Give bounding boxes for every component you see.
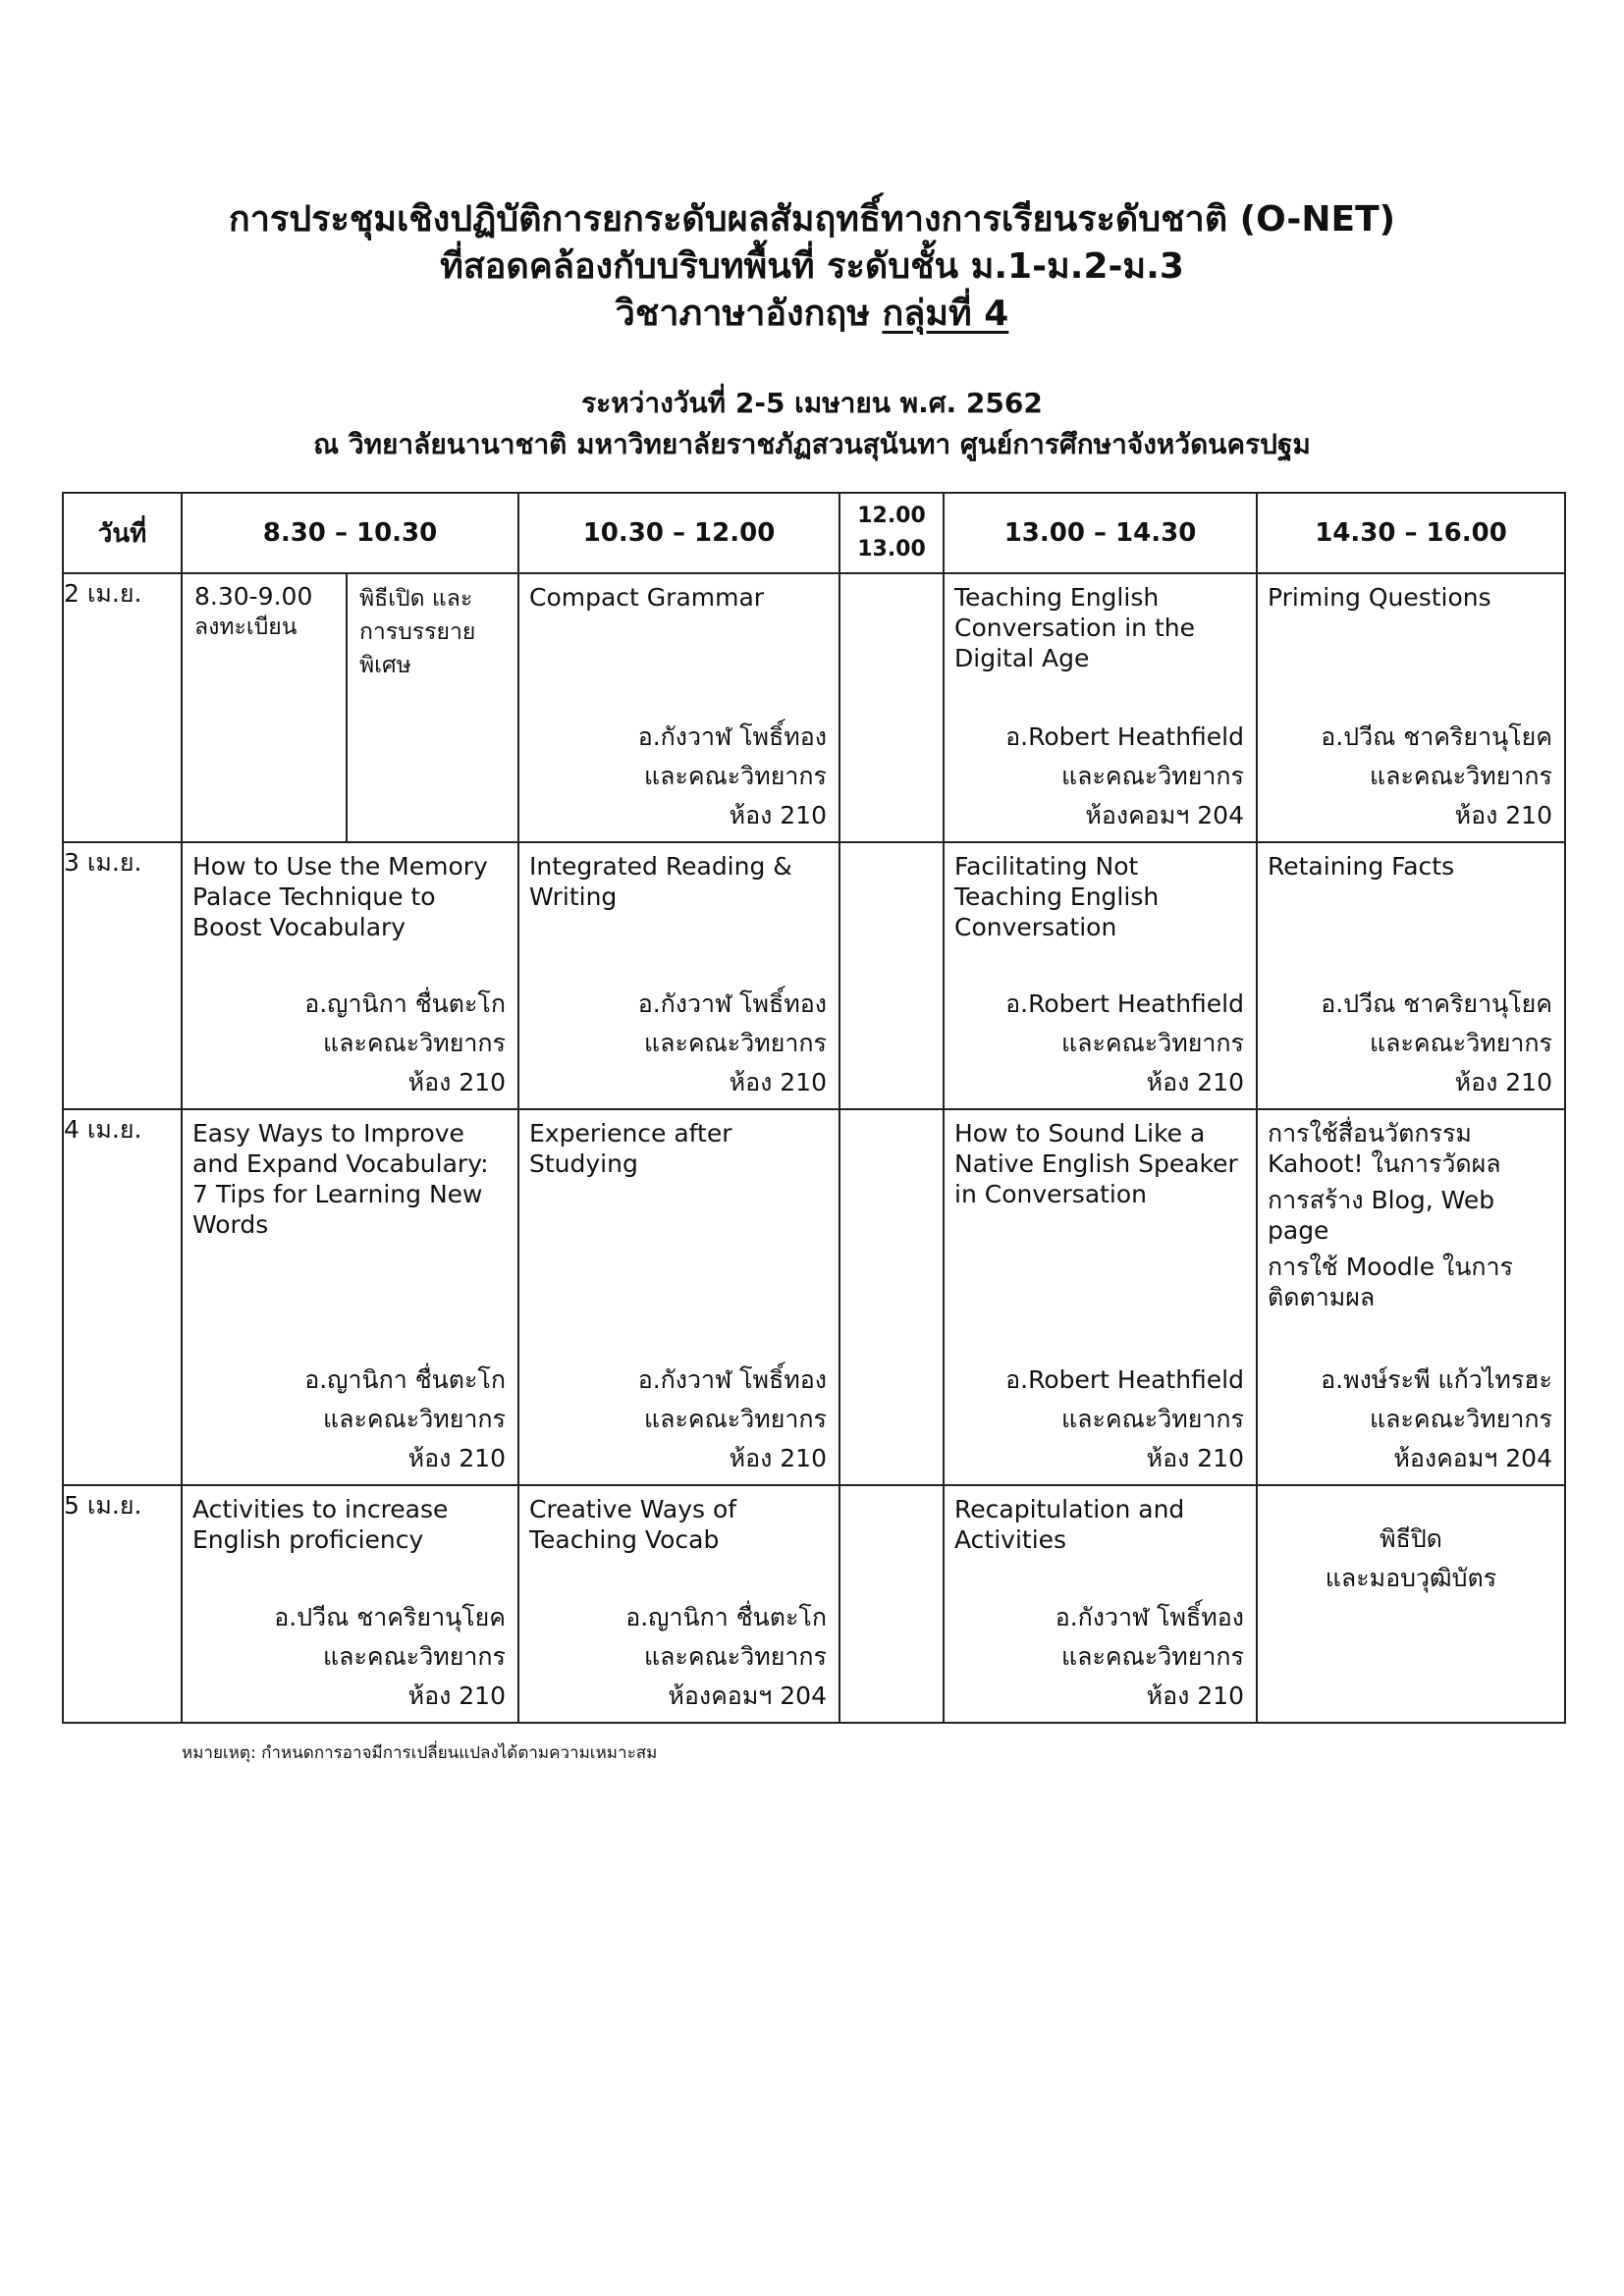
session-title: Facilitating Not Teaching English Conversation <box>954 852 1160 941</box>
header-day: วันที่ <box>63 493 182 573</box>
session-title: Recapitulation and Activities <box>954 1495 1185 1554</box>
speaker-team: และคณะวิทยากร <box>1061 1029 1244 1057</box>
speaker-team: และคณะวิทยากร <box>644 1405 827 1433</box>
lunch-cell <box>839 1109 944 1485</box>
table-row <box>63 842 1565 1109</box>
speaker-name: อ.ญานิกา ชื่นตะโก <box>304 1365 506 1394</box>
speaker-name: อ.ปวีณ ชาคริยานุโยค <box>1321 989 1552 1018</box>
session-cell <box>518 573 839 842</box>
lunch-cell <box>839 573 944 842</box>
session-title: Retaining Facts <box>1268 852 1455 881</box>
title-line-3 <box>0 291 1624 338</box>
table-row <box>63 573 1565 842</box>
speaker-team: และคณะวิทยากร <box>644 1029 827 1057</box>
lunch-cell <box>839 842 944 1109</box>
schedule-table <box>62 492 1566 1724</box>
speaker-team: และคณะวิทยากร <box>644 762 827 790</box>
registration-block <box>183 574 348 841</box>
title-line-1: การประชุมเชิงปฏิบัติการยกระดับผลสัมฤทธิ์ทางการเรียนระดับชาติ (O-NET) <box>228 199 1396 240</box>
session-title: How to Sound Like a Native English Speaker in Conversation <box>954 1119 1238 1208</box>
session-cell <box>944 1485 1257 1723</box>
speaker-team: และคณะวิทยากร <box>323 1405 506 1433</box>
session-cell <box>1257 1109 1565 1485</box>
row-day: 4 เม.ย. <box>63 1109 182 1485</box>
room: ห้อง 210 <box>1146 1444 1244 1472</box>
speaker-name: อ.Robert Heathfield <box>1005 722 1244 751</box>
room: ห้อง 210 <box>407 1068 506 1096</box>
subject-label: วิชาภาษาอังกฤษ <box>615 294 883 334</box>
speaker-name: อ.กังวาฬ โพธิ์ทอง <box>637 989 827 1018</box>
lunch-start: 12.00 <box>857 504 926 528</box>
event-venue: ณ วิทยาลัยนานาชาติ มหาวิทยาลัยราชภัฏสวนสุนันทา ศูนย์การศึกษาจังหวัดนครปฐม <box>313 428 1311 460</box>
session-title: Experience after Studying <box>529 1119 732 1178</box>
speaker-name: อ.กังวาฬ โพธิ์ทอง <box>637 722 827 751</box>
speaker-name: อ.กังวาฬ โพธิ์ทอง <box>637 1365 827 1394</box>
room: ห้อง 210 <box>1454 1068 1552 1096</box>
session-cell <box>182 1109 518 1485</box>
room: ห้องคอมฯ 204 <box>1085 801 1244 829</box>
event-details <box>0 383 1624 465</box>
speaker-name: อ.ปวีณ ชาคริยานุโยค <box>1321 722 1552 751</box>
closing-cell <box>1257 1485 1565 1723</box>
speaker-team: และคณะวิทยากร <box>1061 762 1244 790</box>
session-cell <box>518 1109 839 1485</box>
session-cell <box>182 842 518 1109</box>
header-slot1: 8.30 – 10.30 <box>182 493 518 573</box>
session-cell <box>944 573 1257 842</box>
session-cell <box>1257 573 1565 842</box>
speaker-team: และคณะวิทยากร <box>1370 1029 1552 1057</box>
session-item: การใช้สื่อนวัตกรรม Kahoot! ในการวัดผล <box>1268 1119 1501 1178</box>
session-cell <box>182 573 518 842</box>
header-slot3: 13.00 – 14.30 <box>944 493 1257 573</box>
speaker-name: อ.ญานิกา ชื่นตะโก <box>304 989 506 1018</box>
room: ห้อง 210 <box>729 801 827 829</box>
registration-label: ลงทะเบียน <box>194 614 298 640</box>
session-cell <box>944 1109 1257 1485</box>
speaker-name: อ.ปวีณ ชาคริยานุโยค <box>274 1603 506 1631</box>
speaker-name: อ.กังวาฬ โพธิ์ทอง <box>1055 1603 1244 1631</box>
header-slot2: 10.30 – 12.00 <box>518 493 839 573</box>
session-item: การสร้าง Blog, Web page <box>1268 1186 1495 1245</box>
speaker-team: และคณะวิทยากร <box>323 1029 506 1057</box>
header-lunch <box>839 493 944 573</box>
session-cell <box>1257 842 1565 1109</box>
room: ห้องคอมฯ 204 <box>668 1682 827 1710</box>
room: ห้อง 210 <box>729 1068 827 1096</box>
closing-ceremony: พิธีปิด <box>1380 1524 1442 1553</box>
room: ห้องคอมฯ 204 <box>1393 1444 1552 1472</box>
session-title: Activities to increase English proficiency <box>192 1495 449 1554</box>
room: ห้อง 210 <box>729 1444 827 1472</box>
room: ห้อง 210 <box>1146 1682 1244 1710</box>
event-dates: ระหว่างวันที่ 2-5 เมษายน พ.ศ. 2562 <box>581 387 1043 419</box>
document-title <box>0 196 1624 338</box>
speaker-team: และคณะวิทยากร <box>1370 762 1552 790</box>
registration-time: 8.30-9.00 <box>194 582 313 611</box>
row-day: 2 เม.ย. <box>63 573 182 842</box>
header-row <box>63 493 1565 573</box>
footnote: หมายเหตุ: กำหนดการอาจมีการเปลี่ยนแปลงได้ตามความเหมาะสม <box>182 1743 658 1763</box>
room: ห้อง 210 <box>407 1682 506 1710</box>
session-item: การใช้ Moodle ในการติดตามผล <box>1268 1253 1513 1311</box>
opening-ceremony: พิธีเปิด และการบรรยายพิเศษ <box>359 586 476 678</box>
session-cell <box>518 1485 839 1723</box>
session-title: How to Use the Memory Palace Technique to Boost Vocabulary <box>192 852 488 941</box>
title-line-2: ที่สอดคล้องกับบริบทพื้นที่ ระดับชั้น ม.1-ม.2-ม.3 <box>440 246 1184 287</box>
session-title: Teaching English Conversation in the Digital Age <box>954 583 1195 672</box>
session-title: Compact Grammar <box>529 583 765 612</box>
room: ห้อง 210 <box>407 1444 506 1472</box>
header-slot4: 14.30 – 16.00 <box>1257 493 1565 573</box>
session-cell <box>182 1485 518 1723</box>
speaker-name: อ.ญานิกา ชื่นตะโก <box>625 1603 827 1631</box>
group-label: กลุ่มที่ 4 <box>882 294 1009 334</box>
speaker-team: และคณะวิทยากร <box>1061 1642 1244 1671</box>
row-day: 5 เม.ย. <box>63 1485 182 1723</box>
certificate-award: และมอบวุฒิบัตร <box>1325 1564 1497 1592</box>
speaker-team: และคณะวิทยากร <box>1061 1405 1244 1433</box>
speaker-team: และคณะวิทยากร <box>323 1642 506 1671</box>
session-title: Easy Ways to Improve and Expand Vocabulary: 7 Tips for Learning New Words <box>192 1119 489 1239</box>
lunch-end: 13.00 <box>857 537 926 561</box>
session-title: Integrated Reading & Writing <box>529 852 792 911</box>
table-row <box>63 1109 1565 1485</box>
session-title: Priming Questions <box>1268 583 1491 612</box>
session-cell <box>518 842 839 1109</box>
session-cell <box>944 842 1257 1109</box>
row-day: 3 เม.ย. <box>63 842 182 1109</box>
speaker-team: และคณะวิทยากร <box>644 1642 827 1671</box>
table-row <box>63 1485 1565 1723</box>
lunch-cell <box>839 1485 944 1723</box>
speaker-name: อ.พงษ์ระพี แก้วไทรฮะ <box>1321 1365 1552 1394</box>
speaker-team: และคณะวิทยากร <box>1370 1405 1552 1433</box>
session-title: Creative Ways of Teaching Vocab <box>529 1495 737 1554</box>
speaker-name: อ.Robert Heathfield <box>1005 1365 1244 1394</box>
room: ห้อง 210 <box>1454 801 1552 829</box>
speaker-name: อ.Robert Heathfield <box>1005 989 1244 1018</box>
room: ห้อง 210 <box>1146 1068 1244 1096</box>
